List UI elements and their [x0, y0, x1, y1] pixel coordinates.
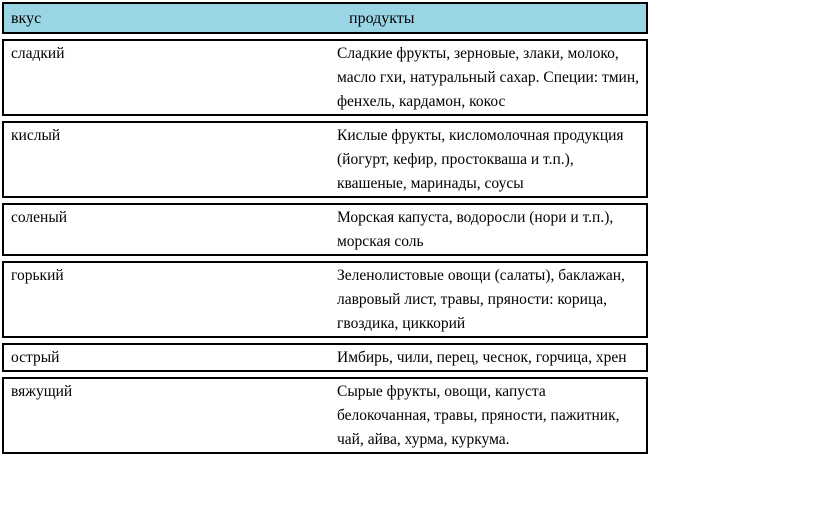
products-cell: Кислые фрукты, кисломолочная продукция (йогурт, кефир, простокваша и т.п.), квашеные, маринады, соусы	[337, 127, 624, 192]
table-row	[2, 261, 648, 338]
header-cell-products: продукты	[349, 10, 415, 27]
header-cell-taste: вкус	[11, 10, 42, 27]
taste-cell: вяжущий	[11, 383, 73, 400]
tastes-products-table	[2, 2, 648, 459]
products-cell: Морская капуста, водоросли (нори и т.п.), морская соль	[337, 209, 614, 250]
table-row	[2, 343, 648, 372]
taste-cell: горький	[11, 267, 64, 284]
table-header-row	[2, 2, 648, 34]
products-cell: Зеленолистовые овощи (салаты), баклажан, лавровый лист, травы, пряности: корица, гвоздика, циккорий	[337, 267, 625, 332]
products-cell: Сырые фрукты, овощи, капуста белокочанная, травы, пряности, пажитник, чай, айва, хурма, куркума.	[337, 383, 620, 448]
table-row	[2, 203, 648, 256]
products-cell: Сладкие фрукты, зерновые, злаки, молоко, масло гхи, натуральный сахар. Специи: тмин, фенхель, кардамон, кокос	[337, 45, 640, 110]
table-row	[2, 39, 648, 116]
products-cell: Имбирь, чили, перец, чеснок, горчица, хрен	[337, 349, 627, 366]
taste-cell: сладкий	[11, 45, 65, 62]
table-row	[2, 377, 648, 454]
taste-cell: кислый	[11, 127, 61, 144]
taste-cell: острый	[11, 349, 60, 366]
taste-cell: соленый	[11, 209, 68, 226]
table-row	[2, 121, 648, 198]
